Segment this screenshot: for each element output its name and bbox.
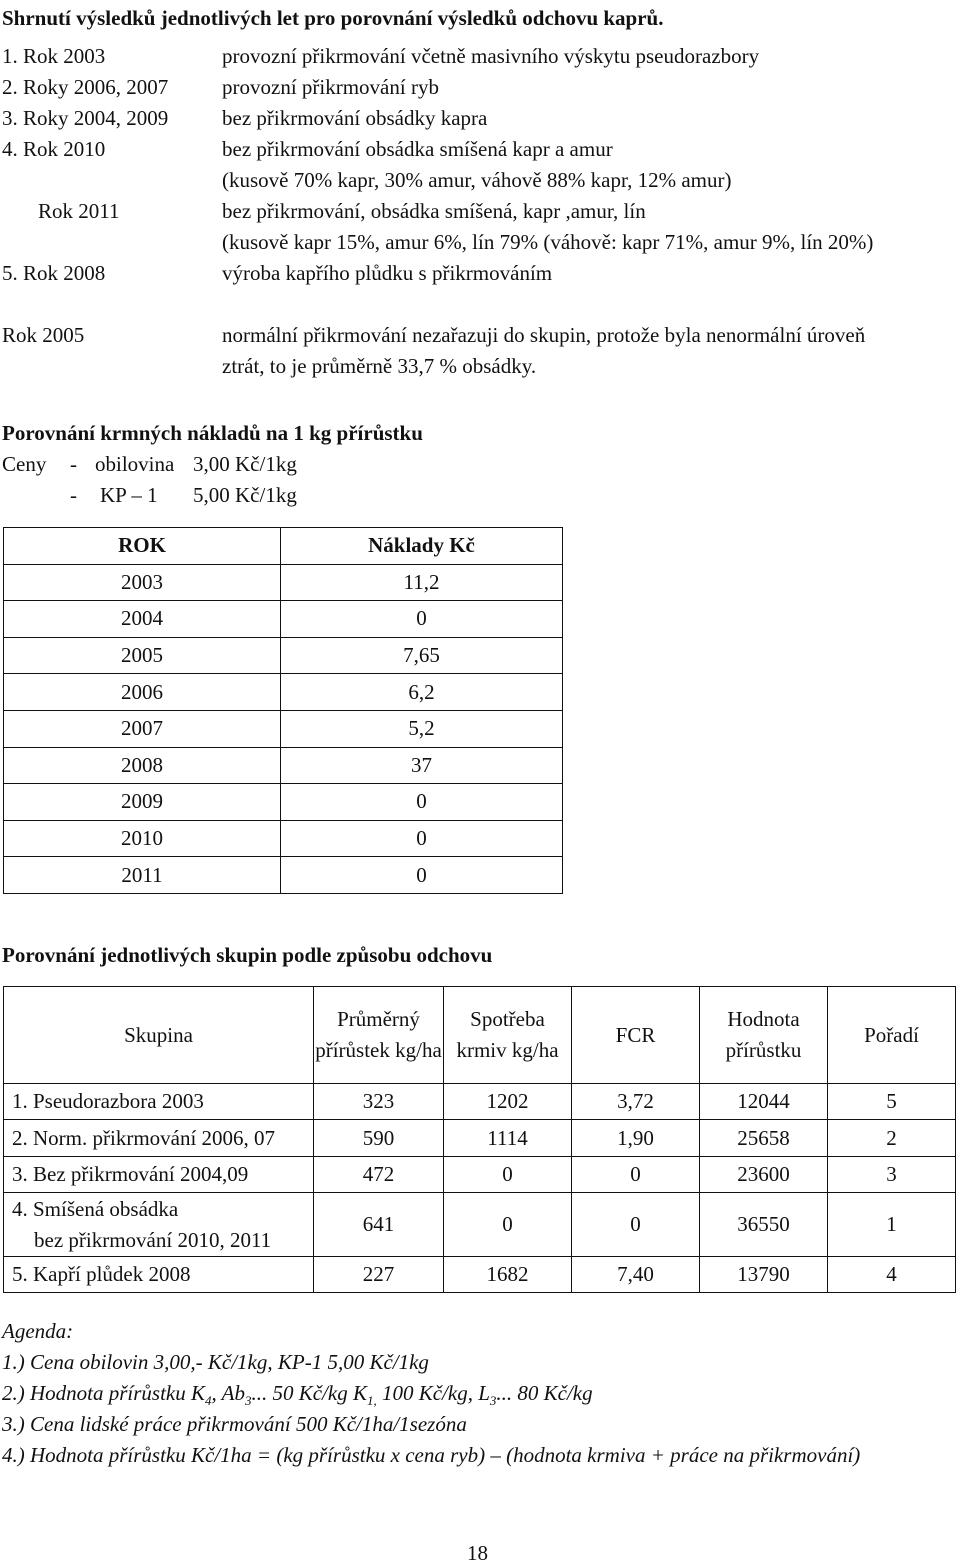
- table-row: [4, 1193, 956, 1257]
- table-cell: 2008: [4, 747, 281, 784]
- summary-text: (kusově kapr 15%, amur 6%, lín 79% (váhově: kapr 71%, amur 9%, lín 20%): [222, 230, 874, 254]
- column-header: Skupina: [4, 987, 314, 1084]
- table-cell: 0: [444, 1193, 572, 1257]
- table-cell: 7,40: [572, 1257, 700, 1293]
- summary-label: 1. Rok 2003: [2, 44, 106, 68]
- agenda-subscript: 1,: [366, 1393, 377, 1409]
- table-row: [4, 1120, 956, 1157]
- summary-label: 2. Roky 2006, 2007: [2, 75, 169, 99]
- table-cell: 4: [828, 1257, 956, 1293]
- table-cell: 11,2: [281, 564, 563, 601]
- table-cell: 1: [828, 1193, 956, 1257]
- groups-table: [3, 986, 956, 1293]
- column-header: Spotřeba krmiv kg/ha: [444, 987, 572, 1084]
- price-dash: -: [70, 483, 77, 507]
- table-cell: 0: [572, 1157, 700, 1193]
- column-header: Hodnota přírůstku: [700, 987, 828, 1084]
- table-cell: 37: [281, 747, 563, 784]
- prices-label: Ceny: [2, 452, 47, 476]
- table-cell: 3: [828, 1157, 956, 1193]
- price-dash: -: [70, 452, 77, 476]
- agenda-subscript: 4: [205, 1393, 212, 1409]
- column-header: Náklady Kč: [281, 528, 563, 565]
- table-row: [4, 601, 563, 638]
- note-2005-label: Rok 2005: [2, 323, 85, 347]
- table-cell: 12044: [700, 1084, 828, 1120]
- table-row: [4, 784, 563, 821]
- table-cell: 2007: [4, 710, 281, 747]
- summary-text: (kusově 70% kapr, 30% amur, váhově 88% kapr, 12% amur): [222, 168, 732, 192]
- column-header: Pořadí: [828, 987, 956, 1084]
- table-cell: 2005: [4, 637, 281, 674]
- table-cell: 23600: [700, 1157, 828, 1193]
- agenda-item: 1.) Cena obilovin 3,00,- Kč/1kg, KP-1 5,00 Kč/1kg: [2, 1350, 429, 1374]
- table-cell: 1. Pseudorazbora 2003: [4, 1084, 314, 1120]
- table-cell: 323: [314, 1084, 444, 1120]
- page-heading: Shrnutí výsledků jednotlivých let pro porovnání výsledků odchovu kaprů.: [2, 6, 664, 30]
- table-cell: 2011: [4, 857, 281, 894]
- column-header: Průměrný přírůstek kg/ha: [314, 987, 444, 1084]
- table-cell: 472: [314, 1157, 444, 1193]
- page-number: 18: [467, 1541, 488, 1565]
- costs-table: [3, 527, 563, 894]
- table-cell: 5,2: [281, 710, 563, 747]
- agenda-title: Agenda:: [2, 1319, 74, 1343]
- summary-text: bez přikrmování obsádky kapra: [222, 106, 488, 130]
- table-cell: 1202: [444, 1084, 572, 1120]
- note-2005-line1: normální přikrmování nezařazuji do skupin, protože byla nenormální úroveň: [222, 323, 866, 347]
- table-cell: 2003: [4, 564, 281, 601]
- table-cell: 3. Bez přikrmování 2004,09: [4, 1157, 314, 1193]
- agenda-item: 3.) Cena lidské práce přikrmování 500 Kč/1ha/1sezóna: [2, 1412, 467, 1436]
- table-row: [4, 1084, 956, 1120]
- table-cell: 641: [314, 1193, 444, 1257]
- agenda-subscript: 3: [244, 1393, 252, 1409]
- table-cell: 3,72: [572, 1084, 700, 1120]
- agenda-text: , Ab: [211, 1381, 245, 1405]
- table-row: [4, 747, 563, 784]
- table-cell: 2009: [4, 784, 281, 821]
- price-item: KP – 1: [100, 483, 158, 507]
- summary-label: 5. Rok 2008: [2, 261, 106, 285]
- table-cell: 2006: [4, 674, 281, 711]
- summary-label: 4. Rok 2010: [2, 137, 106, 161]
- column-header: ROK: [4, 528, 281, 565]
- table-cell: 7,65: [281, 637, 563, 674]
- table-cell: 25658: [700, 1120, 828, 1157]
- agenda-text: ... 80 Kč/kg: [496, 1381, 593, 1405]
- note-2005-line2: ztrát, to je průměrně 33,7 % obsádky.: [222, 354, 537, 378]
- groups-heading: Porovnání jednotlivých skupin podle způsobu odchovu: [2, 943, 493, 967]
- agenda-text: ... 50 Kč/kg K: [251, 1381, 367, 1405]
- price-item: obilovina: [95, 452, 175, 476]
- table-cell: 0: [281, 857, 563, 894]
- table-cell: 0: [444, 1157, 572, 1193]
- summary-text: provozní přikrmování ryb: [222, 75, 439, 99]
- agenda-text: 2.) Hodnota přírůstku K: [2, 1381, 206, 1405]
- table-cell: 2004: [4, 601, 281, 638]
- table-cell: 0: [281, 820, 563, 857]
- table-cell: 5. Kapří plůdek 2008: [4, 1257, 314, 1293]
- agenda-text: 100 Kč/kg, L: [376, 1381, 490, 1405]
- summary-text: bez přikrmování, obsádka smíšená, kapr ,amur, lín: [222, 199, 646, 223]
- table-cell: 2: [828, 1120, 956, 1157]
- table-row: [4, 674, 563, 711]
- table-cell: 5: [828, 1084, 956, 1120]
- table-header-row: [4, 987, 956, 1084]
- table-cell: 2010: [4, 820, 281, 857]
- table-cell: 227: [314, 1257, 444, 1293]
- table-row: [4, 1157, 956, 1193]
- table-cell: 0: [281, 784, 563, 821]
- summary-label: Rok 2011: [38, 199, 120, 223]
- row-4-line1: 4. Smíšená obsádka: [12, 1196, 179, 1221]
- column-header: FCR: [572, 987, 700, 1084]
- table-row: [4, 857, 563, 894]
- agenda-item: 4.) Hodnota přírůstku Kč/1ha = (kg přírůstku x cena ryb) – (hodnota krmiva + práce na přikrmování): [2, 1443, 861, 1467]
- summary-text: výroba kapřího plůdku s přikrmováním: [222, 261, 553, 285]
- row-4-line2: bez přikrmování 2010, 2011: [34, 1227, 272, 1252]
- table-row: [4, 1257, 956, 1293]
- table-cell: 1682: [444, 1257, 572, 1293]
- table-cell: 2. Norm. přikrmování 2006, 07: [4, 1120, 314, 1157]
- table-row: [4, 820, 563, 857]
- agenda-item: [2, 1381, 593, 1409]
- price-value: 3,00 Kč/1kg: [193, 452, 297, 476]
- agenda-subscript: 3: [489, 1393, 497, 1409]
- table-cell: 1114: [444, 1120, 572, 1157]
- table-cell: 13790: [700, 1257, 828, 1293]
- table-cell: 0: [281, 601, 563, 638]
- table-header-row: [4, 528, 563, 565]
- costs-heading: Porovnání krmných nákladů na 1 kg přírůstku: [2, 421, 423, 445]
- table-row: [4, 710, 563, 747]
- table-cell: 6,2: [281, 674, 563, 711]
- table-cell: 590: [314, 1120, 444, 1157]
- table-cell: [4, 1193, 314, 1257]
- summary-label: 3. Roky 2004, 2009: [2, 106, 169, 130]
- summary-text: provozní přikrmování včetně masivního výskytu pseudorazbory: [222, 44, 760, 68]
- table-cell: 0: [572, 1193, 700, 1257]
- price-value: 5,00 Kč/1kg: [193, 483, 297, 507]
- summary-text: bez přikrmování obsádka smíšená kapr a amur: [222, 137, 613, 161]
- table-cell: 36550: [700, 1193, 828, 1257]
- table-cell: 1,90: [572, 1120, 700, 1157]
- table-row: [4, 564, 563, 601]
- table-row: [4, 637, 563, 674]
